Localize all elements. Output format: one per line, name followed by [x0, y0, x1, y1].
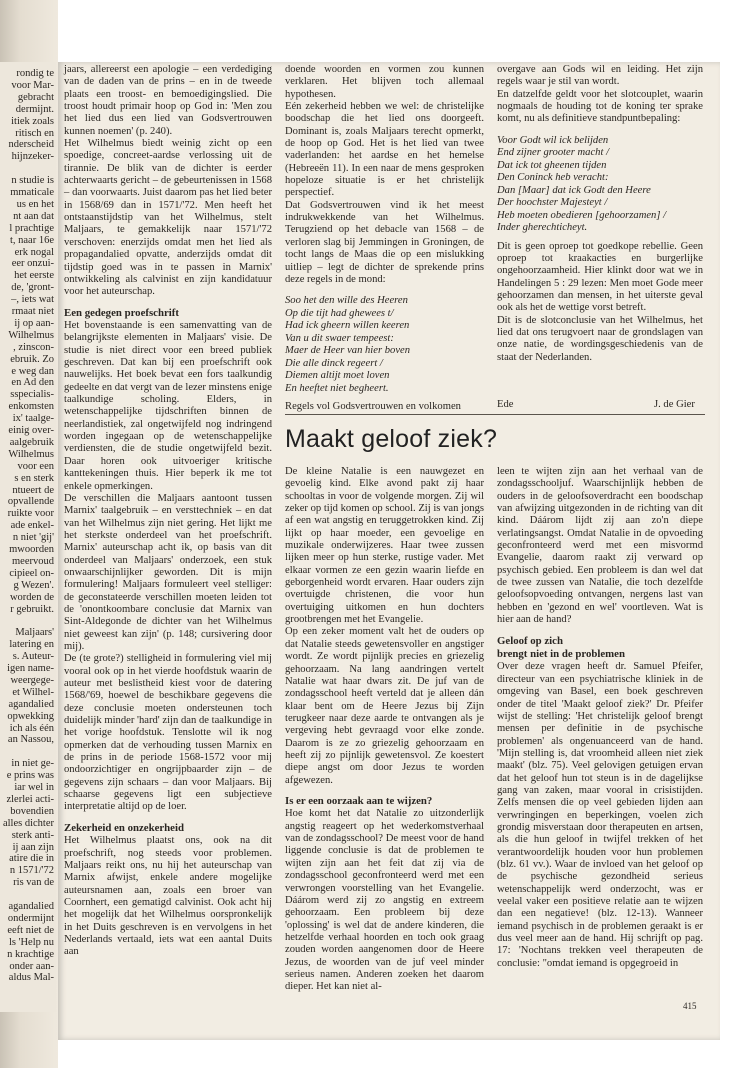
- poem-line: Der hoochster Majesteyt /: [497, 197, 608, 209]
- signature-place: Ede: [497, 399, 514, 410]
- left-page-text-fragment: het eerste: [14, 270, 54, 282]
- section-heading: Een gedegen proefschrift: [64, 306, 179, 319]
- paragraph: jaars, allereerst een apologie – een verdediging van de daden van de prins – en in de tweede plaats een troost- en bemoedigingslied. Die troost houdt primair hoop op God in: 'Men zou het lied dus een lied van Godsvertrouwen kunnen noemen' (p. 240).: [64, 64, 272, 137]
- left-page-text-fragment: , zinscon-: [13, 341, 54, 353]
- paragraph: Eén zekerheid hebben we wel: de christelijke boodschap die het lied ons doorgeeft. Dominant is, zoals Maljaars terecht opmerkt, de hoop op God. Het is het lied van twee vaderlanden: het aardse en het hemelse (Hebreeën 11). In een naar de mens gesproken hopeloze situatie is er het christelijk perspectief.: [285, 101, 484, 199]
- poem-line: Diemen altijt moet loven: [285, 370, 390, 382]
- left-page-text-fragment: einig over-: [8, 425, 54, 436]
- poem-line: Dat ick tot gheenen tijden: [497, 159, 607, 171]
- poem-line: Inder gherechticheyt.: [497, 222, 588, 234]
- left-page-text-fragment: ntueert de: [12, 484, 54, 496]
- left-page-text-fragment: –, iets wat: [11, 294, 54, 306]
- poem-line: Die alle dinck regeert /: [285, 357, 383, 369]
- left-page-text-fragment: ij aan zijn: [12, 841, 54, 853]
- paragraph: Hoe komt het dat Natalie zo uitzonderlijk angstig reageert op het wederkomstverhaal van de zondagsschool? De meest voor de hand liggende conclusie is dat de problemen te wijten zijn aan het feit dat zij via de zondagsschool geconfronteerd werd met een verwrongen voorstelling van het Evangelie. Dáárom werd zij zo angstig en extreem gehoorzaam. Een probleem bij deze 'oplossing' is wel dat de andere kinderen, die hetzelfde verhaal hoorden en toch ook graag zouden worden aangenomen door de Heere Jezus, de woorden van de juf veel minder serieus namen. Anderen zoeken het daarom dieper. Het kan niet al-: [285, 808, 484, 993]
- paragraph: leen te wijten zijn aan het verhaal van de zondagsschooljuf. Waarschijnlijk hebben de ouders in de geloofsoverdracht een boodschap van afwijzing uitgezonden in de richting van dit kind. Dáárom lijdt zij aan zo'n diepe verlatingsangst. Omdat Natalie in de opvoeding geconfronteerd werd met een misvormd Evangelie, daarom raakt zij verward op psychisch gebied. Een probleem is dan wel dat de twee zussen van Natalie, die toch dezelfde geloofsopvoeding ontvangen, nergens last van hebben en 'gezond en wel' voortleven. Wat is hier aan de hand?: [497, 466, 703, 626]
- poem-line: End zijner grooter macht /: [497, 147, 610, 159]
- poem-line: Maer de Heer van hier boven: [285, 345, 411, 357]
- left-page-text-fragment: sterk anti-: [11, 829, 54, 841]
- left-page-text-fragment: Wilhelmus: [8, 448, 54, 460]
- left-page-text-fragment: s en sterk: [14, 472, 54, 484]
- left-page-text-fragment: e weg dan: [11, 365, 54, 377]
- poem-line: Had ick gheern willen keeren: [285, 320, 410, 332]
- left-page-text-fragment: iar wel in: [14, 782, 54, 793]
- column-2: [285, 64, 484, 414]
- left-page-fragment: [0, 62, 56, 1012]
- left-page-text-fragment: e prins was: [6, 770, 54, 782]
- article-divider: [285, 414, 705, 415]
- left-page-text-fragment: agandalied: [8, 901, 54, 912]
- left-page-text-fragment: ritisch en: [15, 127, 54, 139]
- left-page-text-fragment: n studie is: [11, 175, 54, 187]
- left-page-text-fragment: in niet ge-: [11, 758, 54, 770]
- column-3: [497, 64, 703, 364]
- left-page-text-fragment: n krachtige: [7, 948, 54, 960]
- paragraph: Het Wilhelmus plaatst ons, ook na dit proefschrift, nog steeds voor problemen. Maljaars reikt ons, nu hij het auteurschap van Marnix afwijst, enkele andere mogelijke auteursnamen aan, zoals een broer van Coornhert, een gematigd calvinist. Ook acht hij het mogelijk dat het Wilhelmus oorspronkelijk in het Duits geschreven is en vervolgens in het Nederlands vertaald, iets wat een aantal Duits aan: [64, 835, 272, 958]
- left-page-text-fragment: ade enkel-: [10, 520, 54, 532]
- section-heading: [497, 635, 703, 660]
- left-page-text-fragment: t, naar 16e: [9, 234, 54, 246]
- poem-line: Soo het den wille des Heeren: [285, 295, 408, 307]
- paragraph: Dat Godsvertrouwen vind ik het meest indrukwekkende van het Wilhelmus. Terugziend op het debacle van 1568 – de verloren slag bij Jemmingen in Groningen, de tocht langs de Maas die op een mislukking uitliep – legt de dichter de sprekende prins deze regels in de mond:: [285, 199, 484, 285]
- left-page-text-fragment: nderscheid: [8, 139, 54, 151]
- left-page-text-fragment: mwoorden: [9, 544, 54, 555]
- left-page-text-fragment: ondermijnt: [7, 912, 54, 924]
- left-page-text-fragment: aldus Mal-: [8, 972, 54, 984]
- poem-line: Den Coninck heb veracht:: [497, 172, 609, 184]
- article2-column-b: [497, 466, 703, 970]
- left-page-text-fragment: cipieel on-: [9, 567, 54, 579]
- heading-line: brengt niet in de problemen: [497, 647, 625, 660]
- left-page-text-fragment: ebruik. Zo: [10, 353, 54, 365]
- left-page-text-fragment: n niet 'gij': [12, 532, 54, 544]
- paragraph: overgave aan Gods wil en leiding. Het zijn regels waar je stil van wordt.: [497, 64, 703, 88]
- paragraph: De kleine Natalie is een nauwgezet en gevoelig kind. Elke avond pakt zij haar schooltas in voor de volgende morgen. Zij wil zeker op tijd komen op school. Zij is van jongs af een wat angstig en teruggetrokken kind. Zij lijkt op haar moeder, een gevoelige en muzikale onderwijzeres. Haar twee zussen lijken meer op hun sterke, rustige vader. Met elkaar vormen ze een gezin waarin liefde en geborgenheid wordt ervaren. Haar ouders zijn overtuigde christenen, die voor hun overtuiging uitkomen en hun dochters grootbrengen met het Evangelie.: [285, 466, 484, 626]
- left-page-text-fragment: ich als één: [9, 722, 54, 734]
- left-page-text-fragment: dermijnt.: [15, 103, 54, 115]
- poem-line: Op die tijt had ghewees t/: [285, 307, 394, 319]
- left-page-text-fragment: opwekking: [7, 710, 54, 722]
- left-page-text-fragment: atire die in: [9, 853, 54, 865]
- paragraph: En datzelfde geldt voor het slotcouplet, waarin nogmaals de houding tot de koning ter sprake komt, nu als definitieve standpuntbepaling:: [497, 88, 703, 125]
- left-page-text-fragment: de, 'gront-: [11, 282, 54, 294]
- left-page-text-fragment: igen name-: [7, 663, 54, 674]
- paragraph: Dit is de slotconclusie van het Wilhelmus, het lied dat ons terugvoert naar de grondslagen van onze natie, de wordingsgeschiedenis van de staat der Nederlanden.: [497, 314, 703, 363]
- left-page-text-fragment: opvallende: [7, 496, 54, 508]
- left-page-text-fragment: r gebruikt.: [10, 603, 54, 615]
- left-page-text-fragment: enkomsten: [8, 401, 54, 413]
- left-page-text-fragment: worden de: [9, 591, 54, 603]
- paragraph: Op een zeker moment valt het de ouders op dat Natalie steeds gewetensvoller en angstiger wordt. Ze wordt pijnlijk precies en griezelig gehoorzaam. Na lang aandringen vertelt Natalie wat haar dwars zit. De juf van de zondagsschool heeft verteld dat je alleen dán klaar bent om de Heere Jezus bij Zijn terugkeer naar deze aarde te ontvangen als je vergeving hebt gevraagd voor elke zonde. Daarom is ze zo griezelig gehoorzaam en heeft zij zo pijnlijk gewetensvol. Ze koestert diepe angst om door Jezus te worden afgewezen.: [285, 626, 484, 786]
- signature-author: J. de Gier: [654, 399, 695, 410]
- left-page-text-fragment: et Wilhel-: [12, 686, 54, 698]
- poem-line: Heb moeten obedieren [gehoorzamen] /: [497, 209, 667, 221]
- paragraph: Het bovenstaande is een samenvatting van de belangrijkste elementen in Maljaars' visie. De studie is niet direct voor een breed publiek geschreven. Dat kan bij een proefschrift ook nauwelijks. Het boek bevat een fors taalkundig gedeelte en dat vergt van de lezer minstens enige taalkundige scholing. Elders, in wetenschappelijke tijdschriften binnen de neerlandistiek, zal ongetwijfeld nog indringend worden ingegaan op de wetenschappelijke verdiensten, die de studie ongetwijfeld bezit. Daar horen ook uitvoeriger kritische kanttekeningen thuis. Hier beperk ik me tot enkele opmerkingen.: [64, 320, 272, 492]
- left-page-text-fragment: ruikte voor: [7, 508, 54, 520]
- left-page-text-fragment: bovendien: [10, 805, 54, 817]
- left-page-text-fragment: eeft niet de: [7, 924, 54, 936]
- heading-line: Geloof op zich: [497, 635, 563, 648]
- poem-stanza: [497, 135, 703, 235]
- left-page-text-fragment: latering en: [9, 639, 54, 651]
- left-page-text-fragment: l prachtige: [9, 222, 54, 234]
- paragraph: De (te grote?) stelligheid in formulering viel mij vooral ook op in het vierde hoofdstuk waarin de auteur met beslistheid kiest voor de datering 1568/'69, hoewel de beschikbare gegevens die deze conclusie moeten ondersteunen toch duidelijk minder 'hard' zijn dan de taalkundige in het vorige hoofdstuk. Tenslotte wil ik nog opmerken dat de verhouding tussen Marnix en de prins in de periode 1568-1572 voor mij ondoorzichtiger en ongrijpbaarder zijn – de gegevens zijn schaars – dan voor Maljaars. Bij schaarse gegevens ligt een subjectieve interpretatie altijd op de loer.: [64, 653, 272, 813]
- left-page-text-fragment: en Ad den: [11, 377, 54, 389]
- poem-line: Dan [Maar] dat ick Godt den Heere: [497, 184, 651, 196]
- left-page-text-fragment: voor Mar-: [11, 79, 54, 91]
- poem-line: Van u dit swaer tempeest:: [285, 332, 394, 344]
- left-page-text-fragment: nt aan dat: [13, 210, 54, 222]
- left-page-text-fragment: agandalied: [8, 698, 54, 710]
- left-page-text-fragment: erk nogal: [14, 246, 54, 258]
- article-title: Maakt geloof ziek?: [285, 425, 498, 453]
- left-page-text-fragment: aalgebruik: [9, 436, 54, 448]
- left-page-text-fragment: rmaat niet: [11, 306, 54, 317]
- left-page-text-fragment: weergege-: [10, 674, 54, 686]
- article2-column-a: [285, 466, 484, 994]
- left-page-text-fragment: Wilhelmus: [8, 329, 54, 341]
- section-heading: Zekerheid en onzekerheid: [64, 821, 184, 834]
- left-page-text-fragment: ls 'Help nu: [8, 936, 54, 948]
- left-page-text-fragment: Maljaars': [15, 627, 54, 639]
- paragraph: Regels vol Godsvertrouwen en volkomen: [285, 401, 461, 413]
- left-page-text-fragment: voor een: [17, 460, 54, 472]
- left-page-text-fragment: onder aan-: [9, 960, 54, 972]
- poem-line: En heeftet niet begheert.: [285, 382, 389, 394]
- left-page-text-fragment: eer onzui-: [11, 258, 54, 270]
- poem-line: Voor Godt wil ick belijden: [497, 134, 609, 146]
- left-page-text-fragment: sspecialis-: [10, 389, 54, 401]
- left-page-text-fragment: rondig te: [16, 68, 54, 79]
- left-page-text-fragment: zlerlei acti-: [6, 793, 54, 805]
- section-heading: Is er een oorzaak aan te wijzen?: [285, 794, 433, 807]
- paragraph: Dit is geen oproep tot goedkope rebellie. Geen oproep tot kraakacties en burgerlijke ongehoorzaamheid. Hier klinkt door wat we in Handelingen 5 : 29 lezen: Men moet Gode meer gehoorzamen dan mensen, in het uiterste geval ook als het de wettige vorst betreft.: [497, 240, 703, 314]
- left-page-text-fragment: alles dichter: [2, 817, 54, 829]
- paragraph: Over deze vragen heeft dr. Samuel Pfeifer, directeur van een psychiatrische kliniek in de omgeving van Basel, een boek geschreven onder de titel 'Maakt geloof ziek?' Dr. Pfeifer wijst de stelling: 'Het christelijk geloof brengt mensen per definitie in de psychische problemen' als ongenuanceerd van de hand. 'Mijn stelling is, dat vroomheid alleen niet ziek maakt' (blz. 75). Veel gelovigen getuigen ervan dat het geloof hun tot steun is in de dagelijkse gang van zaken, maar vooral in crisistijden. Zelfs mensen die op veel gebieden lijden aan verwringingen en beperkingen, voelen zich grondig misverstaan door therapeuten en artsen, als die hun geloof in twijfel trekken of het verantwoordelijk houden voor hun problemen (blz. 61 vv.). Waar de invloed van het geloof op de psychische gezondheid serieus wetenschappelijk werd onderzocht, was er veelal vaker een positieve relatie aan te wijzen dan een negatieve! (blz. 12-13). Wanneer iemand psychisch in de problemen geraakt is er dus veel meer aan de hand. Hij schrijft op pag. 17: 'Nochtans trekken veel therapeuten de conclusie: "omdat iemand is opgegroeid in: [497, 661, 703, 969]
- left-page-text-fragment: meervoud: [12, 555, 54, 567]
- left-page-text-fragment: hijnzeker-: [11, 151, 54, 163]
- paragraph: De verschillen die Maljaars aantoont tussen Marnix' taalgebruik – en versttechniek – en dat van het Wilhelmus zijn niet gering. Het lijkt me het sterkste onderdeel van het proefschrift. Marnix' auteurschap acht ik, op basis van dit onderdeel van Maljaars' onderzoek, een stuk onwaarschijnlijker geworden. Dit is mijn formulering! Maljaars formuleert veel stelliger: de geconstateerde verschillen moeten leiden tot de 'onontkoombare conclusie dat Marnix van Sint-Aldegonde de dichter van het Wilhelmus niet geweest kan zijn' (p. 148; cursivering door mij).: [64, 492, 272, 652]
- paragraph: Het Wilhelmus biedt weinig zicht op een spoedige, concreet-aardse verlossing uit de tirannie. De blik van de dichter is eerder achterwaarts gericht – de gebeurtenissen in 1568 – dan voorwaarts. Juist daarom pas het lied beter in 1568/69 dan in 1571/'72. Men heeft het ontstaanstijdstip van het Wilhelmus, stelt Maljaars, te gemakkelijk naar 1571/'72 verschoven: enerzijds omdat men het lied als propagandalied opvatte, anderzijds omdat dit tijdstip goed was in te passen in Marnix' ontwikkeling als calvinist en zijn kandidatuur voor het auteurschap.: [64, 138, 272, 298]
- left-page-text-fragment: itiek zoals: [11, 115, 54, 127]
- left-page-text-fragment: an Nassou,: [7, 734, 54, 746]
- left-page-text-fragment: gebracht: [17, 91, 54, 103]
- page-number: 415: [683, 1001, 697, 1011]
- left-page-text-fragment: n 1571/'72: [9, 865, 54, 877]
- left-page-text-fragment: ix' taalge-: [12, 413, 54, 425]
- left-page-text-fragment: mmaticale: [10, 187, 54, 198]
- column-1: [64, 64, 272, 959]
- paragraph: doende woorden en vormen zou kunnen verklaren. Het blijven toch allemaal hypothesen.: [285, 64, 484, 100]
- poem-stanza: [285, 295, 484, 395]
- left-page-text-fragment: ris van de: [13, 877, 54, 889]
- left-page-text-fragment: g Wezen'.: [13, 579, 54, 591]
- left-page-text-fragment: ij op aan-: [14, 317, 54, 329]
- left-page-text-fragment: s. Auteur-: [12, 651, 54, 663]
- left-page-text-fragment: us en het: [16, 198, 54, 210]
